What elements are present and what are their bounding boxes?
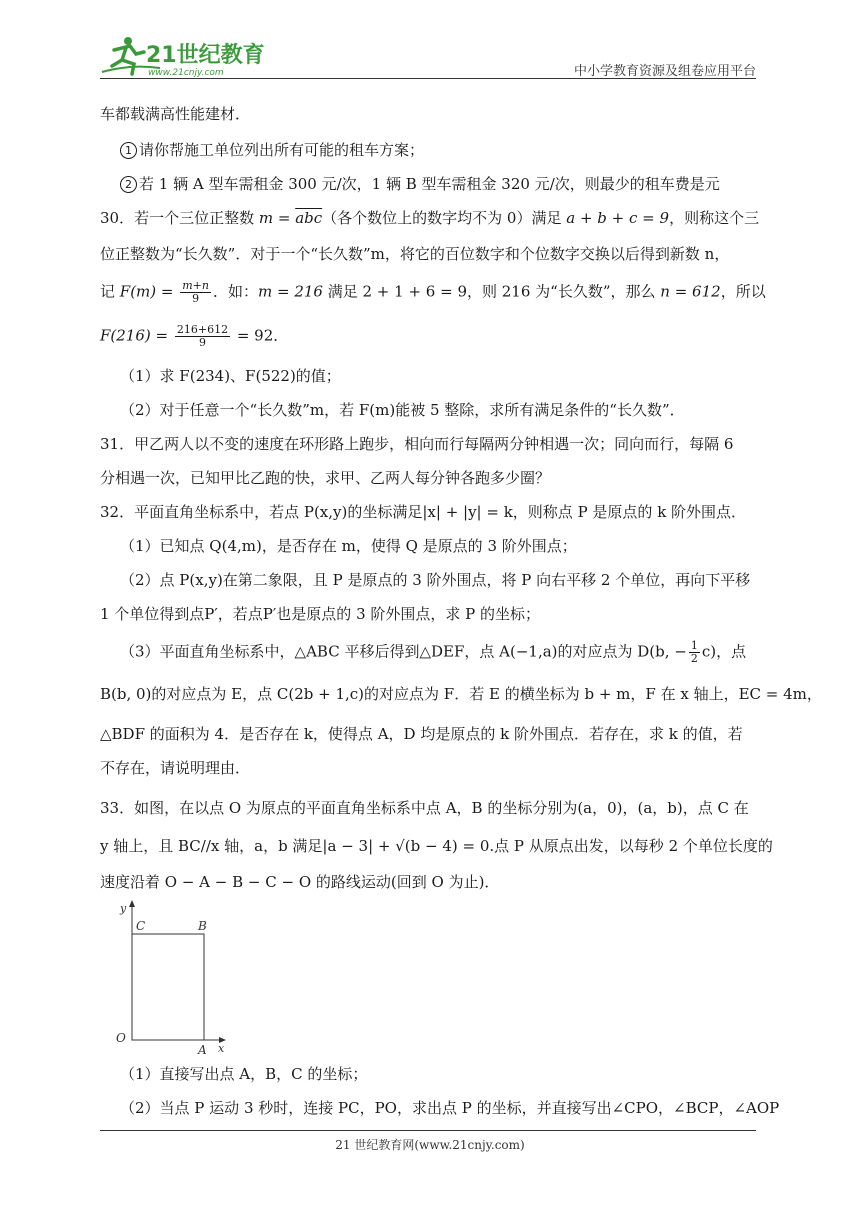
label-O: O <box>116 1031 126 1045</box>
label-C: C <box>136 919 146 933</box>
q32-line1: 32．平面直角坐标系中，若点 P(x,y)的坐标满足|x| + |y| = k，则称点 P 是原点的 k 阶外围点． <box>100 503 747 521</box>
q29-part1 <box>120 140 424 160</box>
y-axis-arrow <box>129 900 135 907</box>
header-rule <box>100 78 756 79</box>
q30-sub2: （2）对于任意一个“长久数”m，若 F(m)能被 5 整除，求所有满足条件的“长久数”． <box>120 401 685 419</box>
q31-line1: 31．甲乙两人以不变的速度在环形路上跑步，相向而行每隔两分钟相遇一次；同向而行，每隔 6 <box>100 435 734 453</box>
fraction-216-612: $\frac{216+612}{9}$ <box>176 323 229 349</box>
label-B: B <box>198 919 207 933</box>
q29-part1-text: 请你帮施工单位列出所有可能的租车方案； <box>139 141 425 159</box>
logo <box>100 34 270 78</box>
q33-sub1: （1）直接写出点 A，B，C 的坐标； <box>120 1065 368 1083</box>
q33-line3: 速度沿着 O − A − B − C − O 的路线运动(回到 O 为止)． <box>100 873 500 891</box>
q30-sub1: （1）求 F(234)、F(522)的值； <box>120 367 341 385</box>
label-y: y <box>120 902 127 915</box>
footer-text: 21 世纪教育网(www.21cnjy.com) <box>335 1138 525 1152</box>
label-A: A <box>198 1043 207 1056</box>
q33-line1: 33．如图，在以点 O 为原点的平面直角坐标系中点 A，B 的坐标分别为(a，0)，(a，b)，点 C 在 <box>100 799 749 817</box>
overline-abc: $\overline{abc}$ <box>295 209 323 227</box>
q29-part2 <box>120 174 720 194</box>
q30-line1: 30．若一个三位正整数 $m = \overline{abc}$（各个数位上的数字均不为 0）满足 a + b + c = 9，则称这个三 <box>100 209 760 227</box>
header-platform-text: 中小学教育资源及组卷应用平台 <box>573 64 756 79</box>
fraction-one-half: $\frac{1}{2}$ <box>690 639 698 665</box>
q33-line2: y 轴上，且 BC//x 轴，a，b 满足|a − 3| + √(b − 4) = 0.点 P 从原点出发，以每秒 2 个单位长度的 <box>100 837 773 855</box>
q30-line4: F(216) = $\frac{216+612}{9}$ = 92． <box>100 323 289 349</box>
rectangle-OABC <box>132 934 204 1040</box>
q32-sub3a: （3）平面直角坐标系中，△ABC 平移后得到△DEF，点 A(−1,a)的对应点为 D(b, − $\frac{1}{2}$ c)，点 <box>120 639 747 665</box>
fraction-m-plus-n: $\frac{m+n}{9}$ <box>182 279 209 305</box>
circled-number-2: 2 <box>120 176 137 193</box>
q33-sub2: （2）当点 P 运动 3 秒时，连接 PC，PO，求出点 P 的坐标，并直接写出∠CPO，∠BCP，∠AOP <box>120 1099 780 1117</box>
logo-url: www.21cnjy.com <box>148 68 224 78</box>
q32-sub3d: 不存在，请说明理由． <box>100 759 251 777</box>
q29-continuation: 车都载满高性能建材． <box>100 105 251 123</box>
q31-line2: 分相遇一次，已知甲比乙跑的快，求甲、乙两人每分钟各跑多少圈？ <box>100 469 551 487</box>
q30-line3: 记 F(m) = $\frac{m+n}{9}$ ．如：m = 216 满足 2 + 1 + 6 = 9，则 216 为“长久数”，那么 n = 612，所以 <box>100 279 766 305</box>
q30-line2: 位正整数为“长久数”．对于一个“长久数”m，将它的百位数字和个位数字交换以后得到新数 n， <box>100 245 730 263</box>
q32-sub2a: （2）点 P(x,y)在第二象限，且 P 是原点的 3 阶外围点，将 P 向右平移 2 个单位，再向下平移 <box>120 571 751 589</box>
coordinate-figure <box>112 898 232 1056</box>
label-x: x <box>218 1042 225 1055</box>
q29-part2-text: 若 1 辆 A 型车需租金 300 元/次，1 辆 B 型车需租金 320 元/次，则最少的租车费是元 <box>139 175 720 193</box>
q32-sub3c: △BDF 的面积为 4．是否存在 k，使得点 A，D 均是原点的 k 阶外围点．若存在，求 k 的值，若 <box>100 725 743 743</box>
q32-sub1: （1）已知点 Q(4,m)，是否存在 m，使得 Q 是原点的 3 阶外围点； <box>120 537 577 555</box>
q32-sub2b: 1 个单位得到点P′，若点P′也是原点的 3 阶外围点，求 P 的坐标； <box>100 605 541 623</box>
circled-number-1: 1 <box>120 142 137 159</box>
q32-sub3b: B(b, 0)的对应点为 E，点 C(2b + 1,c)的对应点为 F．若 E 的横坐标为 b + m，F 在 x 轴上，EC = 4m， <box>100 685 822 703</box>
footer-rule <box>100 1130 756 1131</box>
page-header <box>100 30 756 80</box>
logo-text: 21世纪教育 <box>146 43 265 68</box>
